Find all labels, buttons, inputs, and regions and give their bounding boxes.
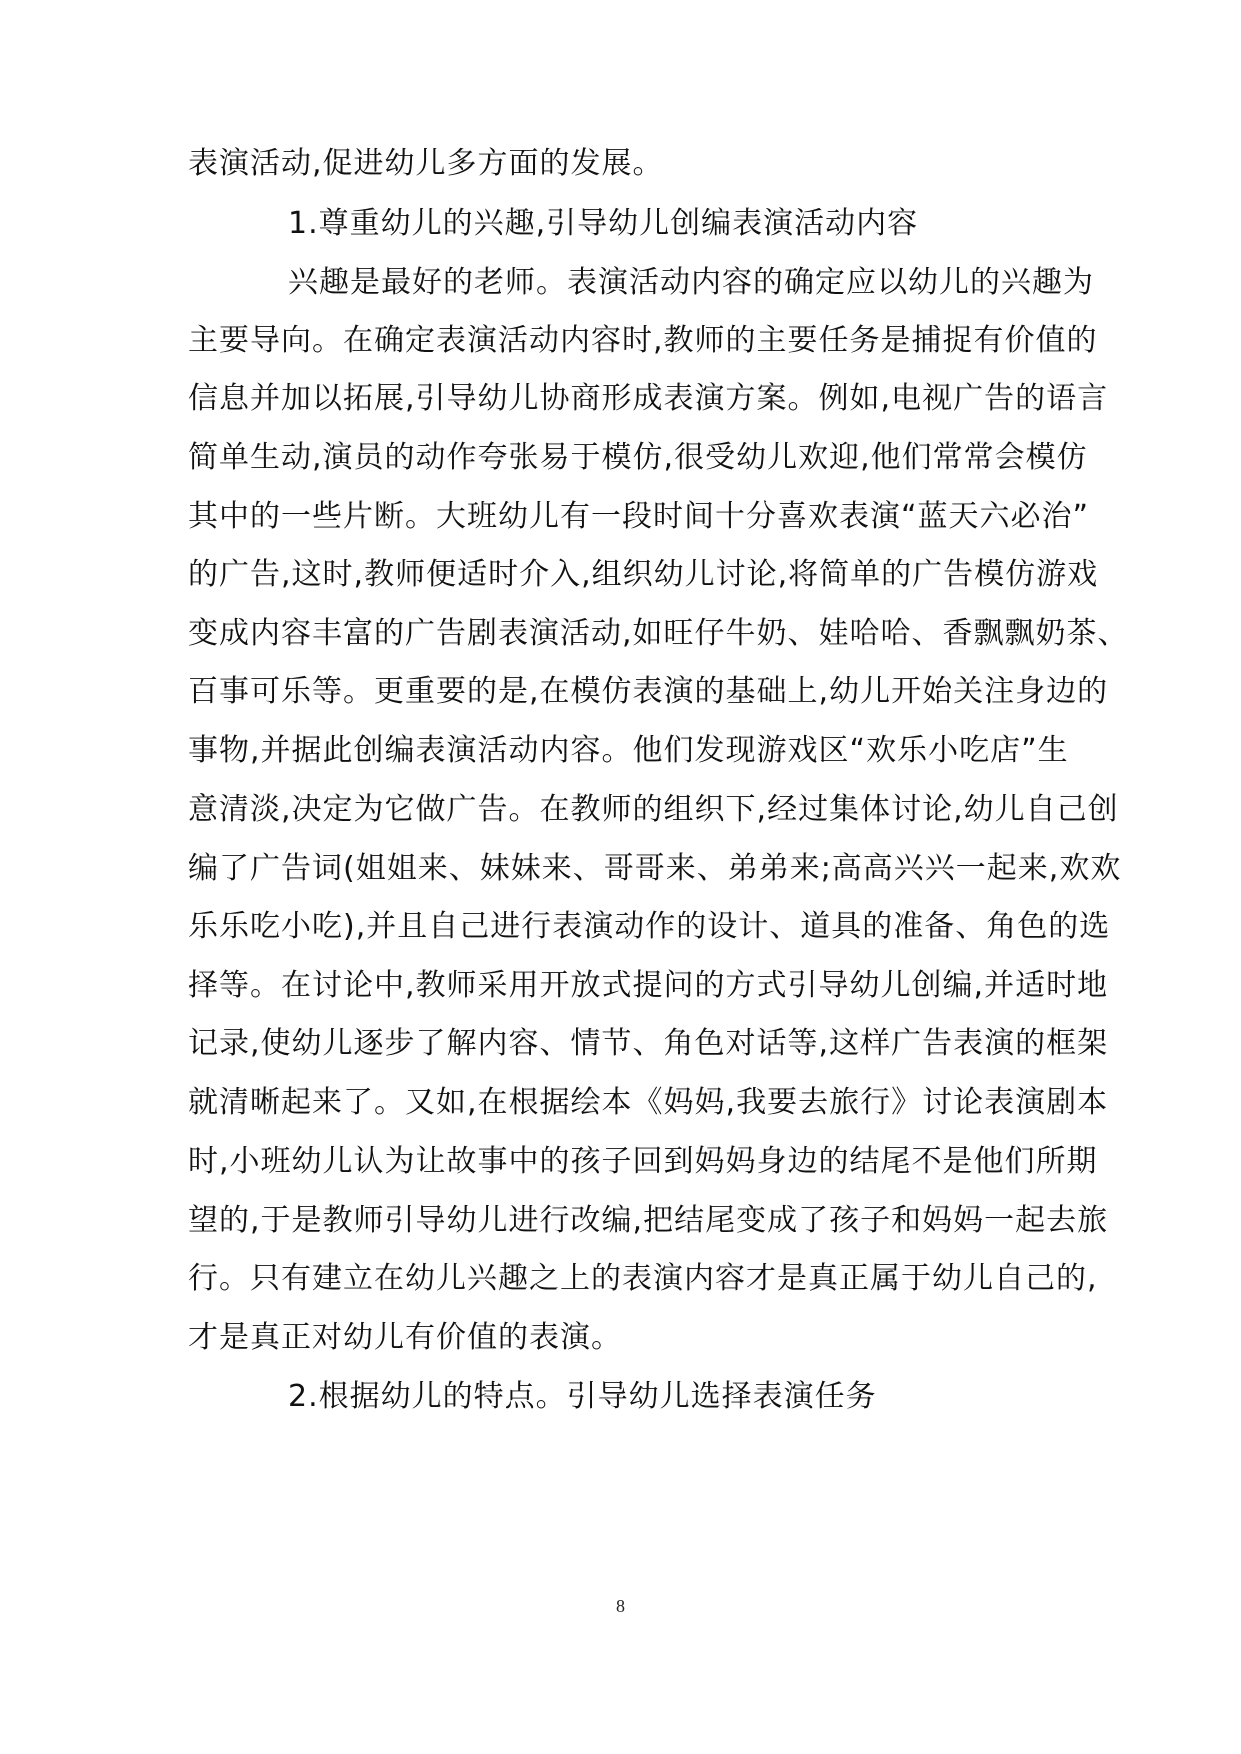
text-line-17: 就清晰起来了。又如,在根据绘本《妈妈,我要去旅行》讨论表演剧本 <box>188 1085 1109 1120</box>
text-line-6: 简单生动,演员的动作夸张易于模仿,很受幼儿欢迎,他们常常会模仿 <box>188 440 1088 475</box>
text-line-18: 时,小班幼儿认为让故事中的孩子回到妈妈身边的结尾不是他们所期 <box>188 1144 1098 1179</box>
text-line-16: 记录,使幼儿逐步了解内容、情节、角色对话等,这样广告表演的框架 <box>188 1026 1109 1061</box>
text-line-7: 其中的一些片断。大班幼儿有一段时间十分喜欢表演“蓝天六必治” <box>188 499 1090 534</box>
section-heading-2: 2.根据幼儿的特点。引导幼儿选择表演任务 <box>288 1379 877 1414</box>
text-line-8: 的广告,这时,教师便适时介入,组织幼儿讨论,将简单的广告模仿游戏 <box>188 557 1099 592</box>
page-number: 8 <box>616 1596 625 1616</box>
text-line-11: 事物,并据此创编表演活动内容。他们发现游戏区“欢乐小吃店”生 <box>188 733 1069 768</box>
text-line-10: 百事可乐等。更重要的是,在模仿表演的基础上,幼儿开始关注身边的 <box>188 674 1109 709</box>
text-line-12: 意清淡,决定为它做广告。在教师的组织下,经过集体讨论,幼儿自己创 <box>188 792 1119 827</box>
paragraph-first-line: 兴趣是最好的老师。表演活动内容的确定应以幼儿的兴趣为 <box>288 265 1094 300</box>
text-line-1: 表演活动,促进幼儿多方面的发展。 <box>188 146 664 181</box>
text-line-9: 变成内容丰富的广告剧表演活动,如旺仔牛奶、娃哈哈、香飘飘奶茶、 <box>188 616 1129 651</box>
text-line-20: 行。只有建立在幼儿兴趣之上的表演内容才是真正属于幼儿自己的, <box>188 1261 1098 1296</box>
text-line-14: 乐乐吃小吃),并且自己进行表演动作的设计、道具的准备、角色的选 <box>188 909 1111 944</box>
text-line-13: 编了广告词(姐姐来、妹妹来、哥哥来、弟弟来;高高兴兴一起来,欢欢 <box>188 851 1122 886</box>
section-heading-1: 1.尊重幼儿的兴趣,引导幼儿创编表演活动内容 <box>288 206 919 241</box>
text-line-21: 才是真正对幼儿有价值的表演。 <box>188 1320 622 1355</box>
text-line-19: 望的,于是教师引导幼儿进行改编,把结尾变成了孩子和妈妈一起去旅 <box>188 1203 1109 1238</box>
text-line-4: 主要导向。在确定表演活动内容时,教师的主要任务是捕捉有价值的 <box>188 323 1098 358</box>
text-line-15: 择等。在讨论中,教师采用开放式提问的方式引导幼儿创编,并适时地 <box>188 968 1109 1003</box>
text-line-5: 信息并加以拓展,引导幼儿协商形成表演方案。例如,电视广告的语言 <box>188 381 1109 416</box>
